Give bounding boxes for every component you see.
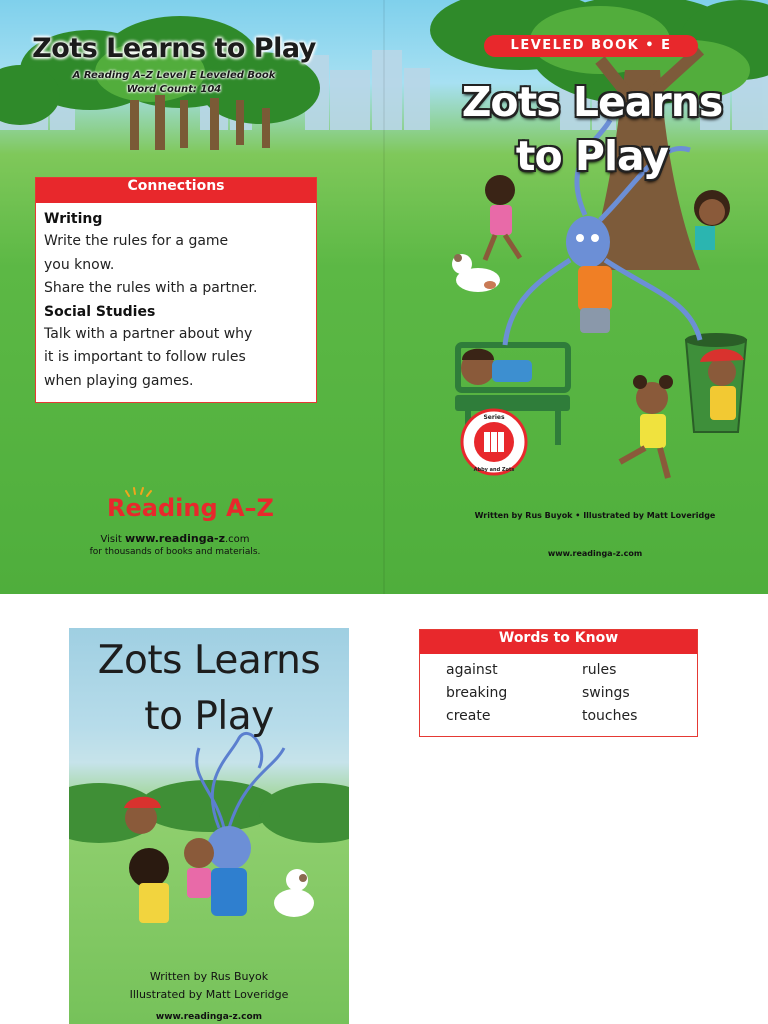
back-cover-title: Zots Learns to Play: [32, 33, 316, 64]
inner-title-line1: Zots Learns: [97, 638, 321, 683]
visit-line: [50, 532, 300, 545]
inner-title-page: [69, 628, 349, 1024]
children-playing-cards-illustration: [69, 628, 349, 1024]
connections-line: Write the rules for a game: [44, 233, 229, 249]
vocab-word: swings: [582, 685, 630, 701]
visit-prefix: Visit: [100, 534, 125, 545]
visit-url-link[interactable]: www.readinga-z: [124, 532, 225, 545]
connections-line: Share the rules with a partner.: [44, 280, 258, 296]
inner-author-credit: Written by Rus Buyok: [149, 970, 269, 983]
vocab-word: breaking: [446, 685, 508, 701]
inner-url-link[interactable]: www.readinga-z.com: [155, 1012, 263, 1022]
dog-illustration: [452, 254, 500, 292]
connections-line: when playing games.: [44, 372, 194, 389]
connections-section-title: Writing: [44, 211, 103, 227]
connections-section-title: Social Studies: [44, 303, 156, 320]
inner-illustrator-credit: Illustrated by Matt Loveridge: [129, 988, 289, 1001]
back-cover-subtitle: A Reading A–Z Level E Leveled Book: [72, 70, 276, 81]
seal-top-text: Series: [483, 414, 505, 421]
word-count: Word Count: 104: [126, 84, 222, 95]
front-cover-credit: Written by Rus Buyok • Illustrated by Matt Loveridge: [474, 511, 716, 520]
series-seal: [460, 408, 528, 476]
connections-box: [35, 177, 317, 403]
words-to-know-heading: Words to Know: [420, 630, 697, 654]
front-cover-title-line2: to Play: [515, 132, 669, 180]
visit-description: for thousands of books and materials.: [89, 547, 261, 557]
boy-on-bench-character: [461, 349, 532, 385]
front-cover-title-line1: Zots Learns: [461, 78, 723, 126]
connections-line: Talk with a partner about why: [44, 325, 253, 342]
words-to-know-box: [419, 629, 698, 737]
girl-running-character: [485, 175, 520, 260]
front-cover-url-link[interactable]: www.readinga-z.com: [547, 549, 643, 558]
vocab-word: create: [446, 708, 491, 724]
connections-line: you know.: [44, 256, 115, 273]
vocab-word: rules: [582, 662, 617, 678]
connections-line: it is important to follow rules: [44, 349, 246, 365]
girl-running-bottom-character: [620, 375, 673, 478]
spine-fold: [383, 0, 385, 594]
seal-bottom-text: Abby and Zots: [473, 467, 515, 473]
girl-peeking-character: [694, 190, 730, 250]
vocab-word: against: [446, 662, 498, 678]
reading-az-logo: Reading A–Z: [107, 494, 274, 522]
leveled-book-badge: LEVELED BOOK • E: [484, 35, 698, 57]
connections-heading: Connections: [36, 178, 316, 203]
visit-suffix: .com: [224, 534, 250, 545]
vocab-word: touches: [582, 708, 638, 724]
inner-title-line2: to Play: [144, 694, 274, 739]
